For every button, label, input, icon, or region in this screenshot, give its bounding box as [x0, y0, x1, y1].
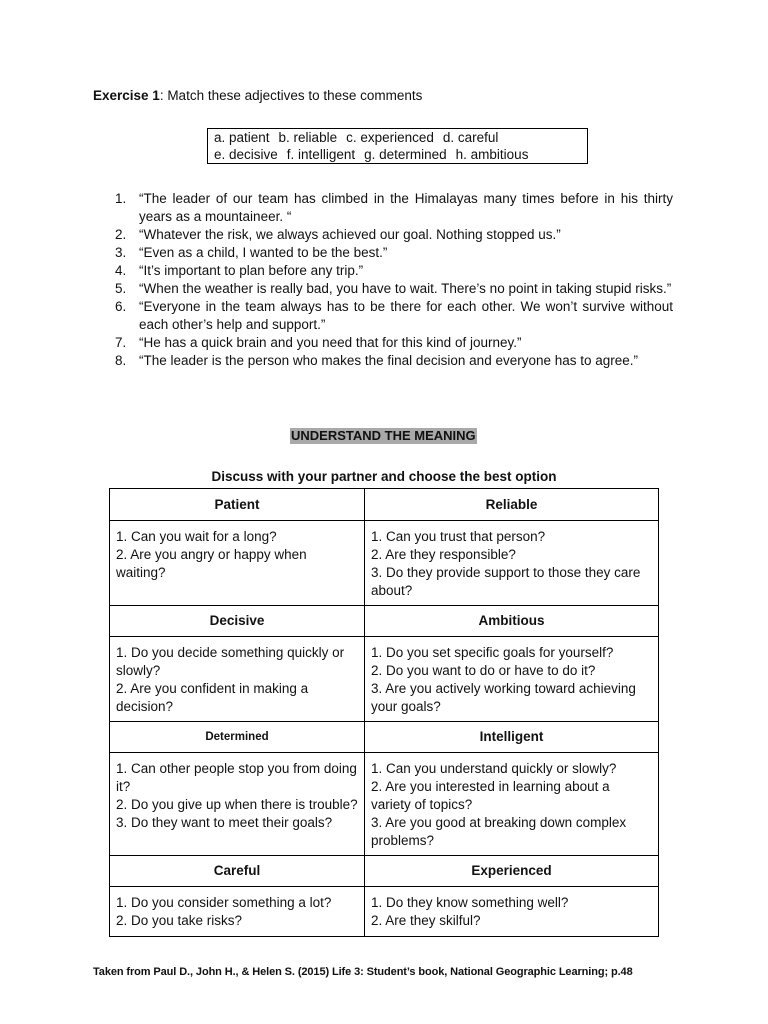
comment-text: “Whatever the risk, we always achieved our goal. Nothing stopped us.” — [139, 227, 561, 242]
comment-text: “It’s important to plan before any trip.” — [139, 263, 364, 278]
question-line: 1. Can you trust that person? — [371, 529, 546, 544]
question-line: 2. Are you interested in learning about a variety of topics? — [371, 779, 610, 812]
question-line: 1. Do you set specific goals for yourself? — [371, 645, 614, 660]
table-header-cell: Careful — [110, 856, 365, 887]
comment-number: 4. — [115, 263, 127, 278]
comment-text: “Everyone in the team always has to be there for each other. We won’t survive without each other’s help and support.” — [139, 299, 673, 332]
question-line: 2. Are you confident in making a decision? — [116, 681, 309, 714]
comment-text: “The leader of our team has climbed in the Himalayas many times before in his thirty years as a mountaineer. “ — [139, 191, 673, 224]
table-row — [110, 753, 659, 856]
table-cell — [365, 637, 659, 722]
question-line: 1. Do you consider something a lot? — [116, 895, 332, 910]
comment-item — [107, 262, 673, 280]
table-cell — [365, 887, 659, 937]
adjective-option: f. intelligent — [286, 146, 356, 162]
adjective-box — [207, 128, 588, 164]
question-line: 2. Do you give up when there is trouble? — [116, 797, 358, 812]
table-header-row — [110, 722, 659, 753]
comment-item — [107, 190, 673, 226]
table-cell — [110, 753, 365, 856]
question-line: 2. Are they responsible? — [371, 547, 516, 562]
adjective-option: b. reliable — [278, 130, 338, 145]
comment-text: “He has a quick brain and you need that for this kind of journey.” — [139, 335, 522, 350]
adjective-option: g. determined — [364, 146, 447, 162]
adjective-option: c. experienced — [346, 130, 434, 145]
table-cell — [110, 887, 365, 937]
table-header-cell: Ambitious — [365, 606, 659, 637]
section-title: UNDERSTAND THE MEANING — [291, 428, 476, 443]
table-cell — [110, 521, 365, 606]
table-header-row — [110, 489, 659, 521]
table-cell — [365, 753, 659, 856]
question-line: 1. Can you wait for a long? — [116, 529, 277, 544]
question-line: 3. Are you actively working toward achieving your goals? — [371, 681, 636, 714]
question-line: 2. Are you angry or happy when waiting? — [116, 547, 307, 580]
source-citation: Taken from Paul D., John H., & Helen S. (2015) Life 3: Student’s book, National Geographic Learning; p.48 — [93, 966, 633, 978]
question-line: 3. Do they provide support to those they care about? — [371, 565, 641, 598]
table-row — [110, 887, 659, 937]
table-header-cell: Reliable — [365, 489, 659, 521]
table-header-row — [110, 606, 659, 637]
comment-number: 6. — [115, 299, 127, 314]
question-line: 1. Do you decide something quickly or slowly? — [116, 645, 345, 678]
comment-item — [107, 352, 673, 370]
table-header-cell: Patient — [110, 489, 365, 521]
table-row — [110, 637, 659, 722]
comment-item — [107, 280, 673, 298]
question-line: 3. Are you good at breaking down complex problems? — [371, 815, 627, 848]
adjective-option: e. decisive — [214, 146, 278, 162]
table-header-cell: Determined — [110, 722, 365, 753]
question-line: 2. Do you take risks? — [116, 913, 243, 928]
comment-number: 2. — [115, 227, 127, 242]
table-header-cell: Intelligent — [365, 722, 659, 753]
comment-text: “Even as a child, I wanted to be the best.” — [139, 245, 388, 260]
comment-number: 8. — [115, 353, 127, 368]
comments-list — [107, 190, 673, 370]
comment-item — [107, 226, 673, 244]
table-caption: Discuss with your partner and choose the best option — [211, 469, 557, 484]
table-cell — [365, 521, 659, 606]
question-line: 1. Do they know something well? — [371, 895, 569, 910]
adjective-row-1 — [214, 130, 581, 147]
comment-item — [107, 298, 673, 334]
comment-item — [107, 244, 673, 262]
table-row — [110, 521, 659, 606]
table-header-cell: Decisive — [110, 606, 365, 637]
adjective-row-2 — [214, 147, 581, 164]
adjective-option: h. ambitious — [455, 146, 529, 162]
table-header-row — [110, 856, 659, 887]
question-line: 1. Can you understand quickly or slowly? — [371, 761, 617, 776]
question-line: 1. Can other people stop you from doing it? — [116, 761, 357, 794]
comment-item — [107, 334, 673, 352]
exercise-label: Exercise 1 — [93, 88, 160, 103]
adjective-option: a. patient — [214, 130, 270, 145]
comment-number: 7. — [115, 335, 127, 350]
comment-number: 3. — [115, 245, 127, 260]
table-header-cell: Experienced — [365, 856, 659, 887]
comment-text: “The leader is the person who makes the final decision and everyone has to agree.” — [139, 353, 639, 368]
question-line: 3. Do they want to meet their goals? — [116, 815, 333, 830]
adjective-option: d. careful — [442, 130, 499, 145]
table-cell — [110, 637, 365, 722]
question-line: 2. Are they skilful? — [371, 913, 481, 928]
comment-number: 1. — [115, 191, 127, 206]
meaning-table — [109, 488, 659, 937]
exercise-instruction: : Match these adjectives to these comments — [159, 88, 423, 103]
question-line: 2. Do you want to do or have to do it? — [371, 663, 596, 678]
comment-text: “When the weather is really bad, you have to wait. There’s no point in taking stupid risks.” — [139, 281, 672, 296]
comment-number: 5. — [115, 281, 127, 296]
exercise-heading — [93, 88, 422, 103]
